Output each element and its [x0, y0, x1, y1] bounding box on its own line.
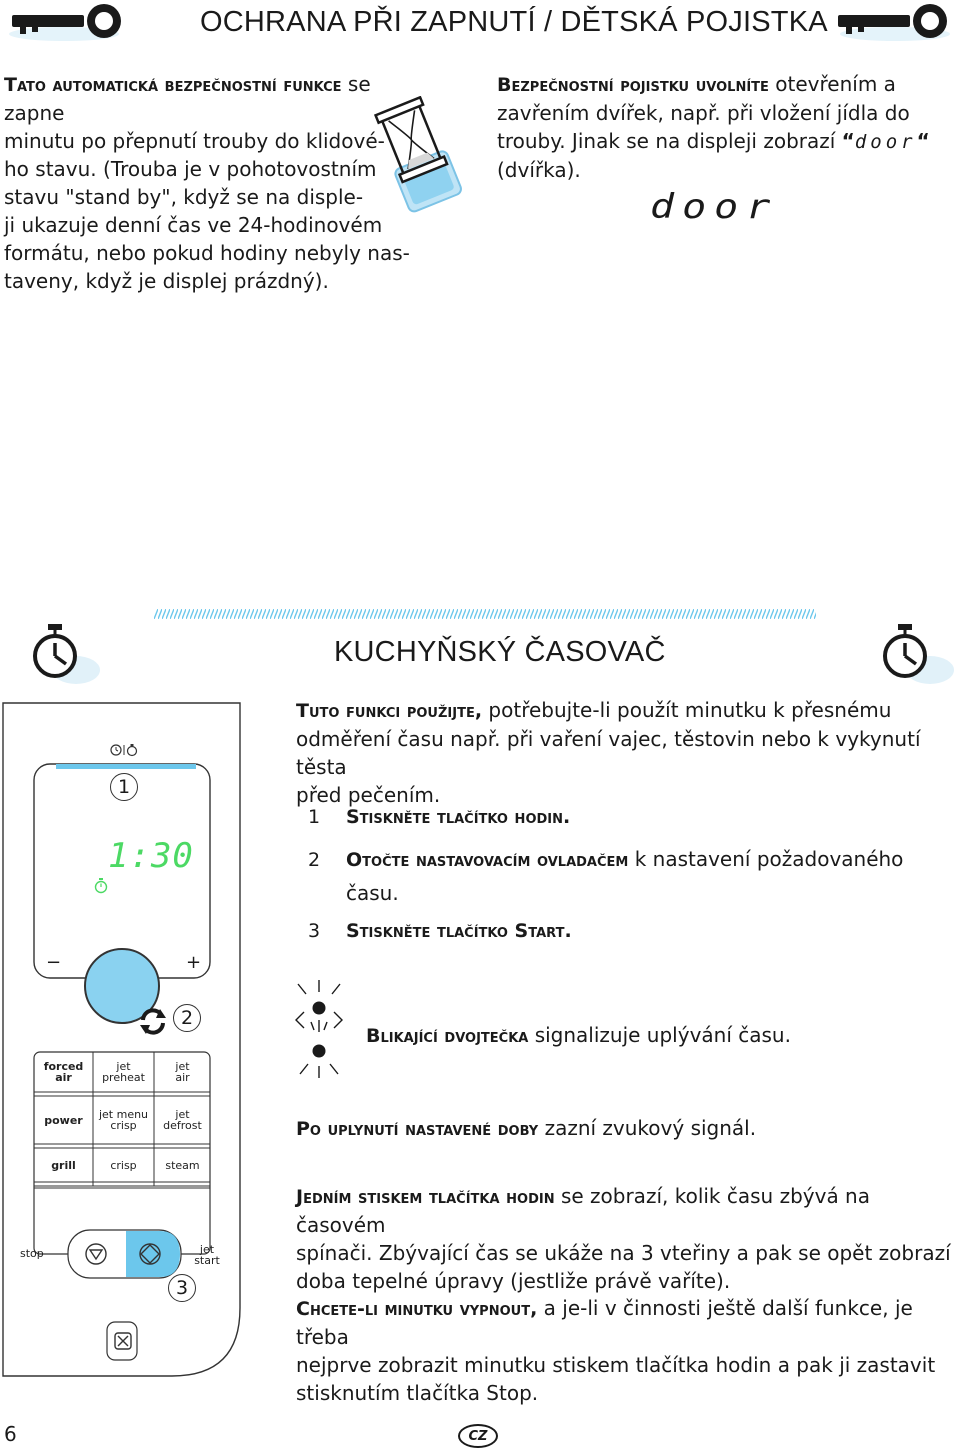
panel-plus: +	[186, 952, 202, 973]
stop-label: stop	[20, 1247, 44, 1260]
jet-defrost-button[interactable]: jet defrost	[163, 1108, 202, 1132]
panel-marker-3: 3	[168, 1274, 196, 1302]
remaining-time-note: Jedním stiskem tlačítka hodin se zobrazí, kolik času zbývá na časovém spínači. Zbývající čas se ukáže na 3 vteřiny a pak se opět zobrazí doba tepelné úpravy (jestliže právě vaříte).	[296, 1184, 951, 1293]
step-2: Otočte nastavovacím ovladačem k nastavení požadovaného času.	[346, 847, 904, 905]
forced-air-button[interactable]: forced air	[43, 1060, 84, 1084]
timer-intro-lead: Tuto funkci použijte,	[296, 700, 483, 722]
turn-off-note: Chcete-li minutku vypnout, a je-li v činnosti ještě další funkce, je třeba nejprve zobrazit minutku stiskem tlačítka hodin a pak ji zastavit stisknutím tlačítka Stop.	[296, 1296, 936, 1405]
step-3: Stiskněte tlačítko Start.	[346, 920, 572, 942]
stopwatch-icon-left	[24, 622, 104, 692]
country-badge: CZ	[458, 1424, 498, 1448]
panel-minus: −	[46, 952, 62, 973]
step-2-marker: 2	[307, 849, 321, 871]
page-number: 6	[4, 1422, 17, 1446]
stopwatch-icon-right	[878, 622, 958, 692]
key-icon-right	[830, 2, 955, 42]
power-button[interactable]: power	[44, 1113, 83, 1127]
stop-button[interactable]	[82, 1240, 110, 1268]
unlock-lead: Bezpečnostní pojistku uvolníte	[497, 74, 769, 96]
blinking-colon-icon	[290, 976, 350, 1084]
clock-button-icon[interactable]	[110, 742, 138, 756]
end-signal-note: Po uplynutí nastavené doby zazní zvukový signál.	[296, 1116, 757, 1140]
blink-note: Blikající dvojtečka signalizuje uplývání času.	[366, 1023, 791, 1047]
timer-title: KUCHYŇSKÝ ČASOVAČ	[334, 636, 666, 668]
crisp-button[interactable]: crisp	[110, 1158, 137, 1172]
door-display: door	[650, 187, 779, 227]
step-3-marker: 3	[307, 920, 321, 942]
inline-door-display: door	[854, 131, 917, 153]
panel-marker-1: 1	[110, 773, 138, 801]
start-button[interactable]	[136, 1240, 164, 1268]
step-1-marker: 1	[307, 806, 321, 828]
grill-button[interactable]: grill	[51, 1158, 76, 1172]
step-1: Stiskněte tlačítko hodin.	[346, 806, 571, 828]
section-divider	[154, 604, 816, 614]
control-panel	[0, 700, 244, 1380]
steam-button[interactable]: steam	[165, 1158, 200, 1172]
rotate-icon	[138, 1006, 168, 1036]
jet-preheat-button[interactable]: jet preheat	[102, 1060, 145, 1084]
hourglass-icon	[372, 96, 467, 214]
jet-start-label: jet start	[194, 1243, 220, 1267]
child-lock-paragraph: Tato automatická bezpečnostní funkce se zapne minutu po přepnutí trouby do klidové- ho stavu. (Trouba je v pohotovostním stavu "stand by", když se na disple- ji ukazuje denní čas ve 24-hodinovém formátu, nebo pokud hodiny nebyly nas- taveny, když je displej prázdný).	[4, 72, 410, 293]
page-title: OCHRANA PŘI ZAPNUTÍ / DĚTSKÁ POJISTKA	[200, 6, 828, 38]
panel-display-time: 1:30	[108, 836, 194, 876]
timer-intro: Tuto funkci použijte, potřebujte-li použít minutku k přesnému odměření času např. při vaření vajec, těstovin nebo k vykynutí těsta před pečením.	[296, 698, 921, 807]
key-icon-left	[4, 2, 129, 42]
child-lock-lead: Tato automatická bezpečnostní funkce	[4, 74, 342, 96]
timer-indicator-icon	[94, 878, 108, 894]
panel-marker-2: 2	[173, 1004, 201, 1032]
jet-menu-crisp-button[interactable]: jet menu crisp	[98, 1108, 149, 1132]
door-open-icon[interactable]	[112, 1330, 134, 1352]
jet-air-button[interactable]: jet air	[175, 1060, 190, 1084]
unlock-paragraph: Bezpečnostní pojistku uvolníte otevřením a zavřením dvířek, např. při vložení jídla do trouby. Jinak se na displeji zobrazí “door“ (dvířka).	[497, 72, 930, 182]
